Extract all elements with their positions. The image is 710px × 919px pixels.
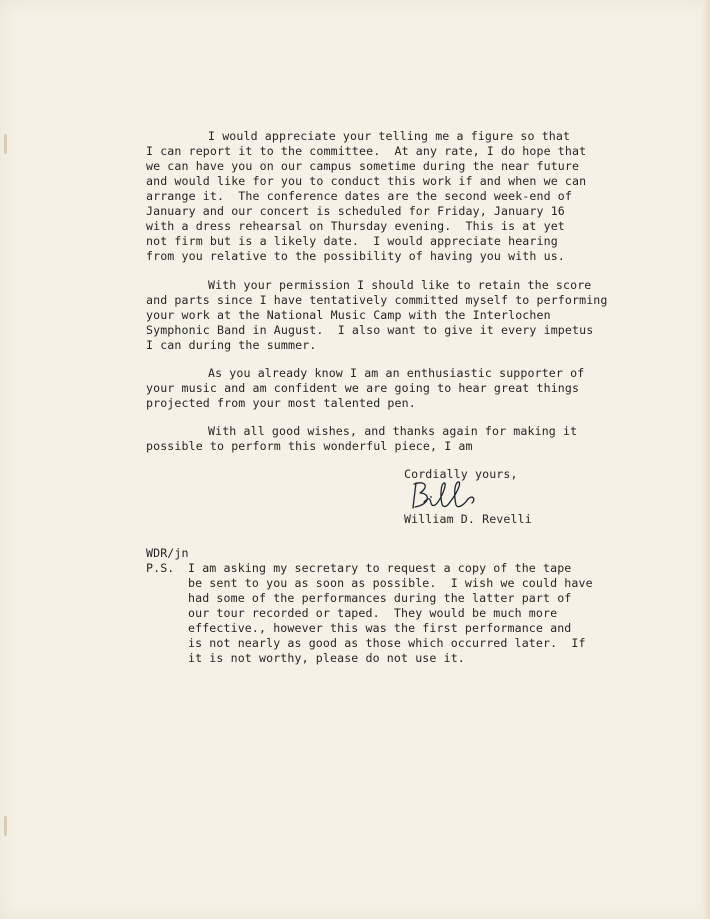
postscript-label: P.S. [146,561,175,575]
paragraph-4-line: With all good wishes, and thanks again for making it [208,424,578,438]
paragraph-1-line: from you relative to the possibility of having you with us. [146,249,565,263]
paragraph-1-line: January and our concert is scheduled for Friday, January 16 [146,204,565,218]
paragraph-2-line: I can during the summer. [146,338,317,352]
signer-name: William D. Revelli [404,512,532,526]
postscript-line: is not nearly as good as those which occurred later. If [188,636,586,650]
paragraph-2-line: Symphonic Band in August. I also want to give it every impetus [146,323,594,337]
paragraph-1-line: not firm but is a likely date. I would appreciate hearing [146,234,558,248]
paragraph-3-line: As you already know I am an enthusiastic supporter of [208,366,585,380]
postscript-line: effective., however this was the first performance and [188,621,572,635]
paragraph-1-line: I can report it to the committee. At any rate, I do hope that [146,144,587,158]
paragraph-3-line: your music and am confident we are going to hear great things [146,381,580,395]
paragraph-3-line: projected from your most talented pen. [146,396,416,410]
postscript-line: I am asking my secretary to request a copy of the tape [188,561,572,575]
paragraph-1-line: we can have you on our campus sometime during the near future [146,159,580,173]
paragraph-4-line: possible to perform this wonderful piece, I am [146,439,473,453]
postscript-line: it is not worthy, please do not use it. [188,651,465,665]
paragraph-2-line: your work at the National Music Camp with the Interlochen [146,308,551,322]
paragraph-1-line: and would like for you to conduct this work if and when we can [146,174,587,188]
paragraph-2-line: With your permission I should like to retain the score [208,278,592,292]
paragraph-1-line: arrange it. The conference dates are the second week-end of [146,189,573,203]
paragraph-1-line: with a dress rehearsal on Thursday evening. This is at yet [146,219,565,233]
postscript-line: had some of the performances during the latter part of [188,591,572,605]
postscript-line: our tour recorded or taped. They would be much more [188,606,558,620]
postscript-line: be sent to you as soon as possible. I wish we could have [188,576,593,590]
paragraph-2-line: and parts since I have tentatively committed myself to performing [146,293,608,307]
closing: Cordially yours, [404,467,518,481]
paragraph-1-line: I would appreciate your telling me a figure so that [208,129,571,143]
typist-initials: WDR/jn [146,546,189,560]
